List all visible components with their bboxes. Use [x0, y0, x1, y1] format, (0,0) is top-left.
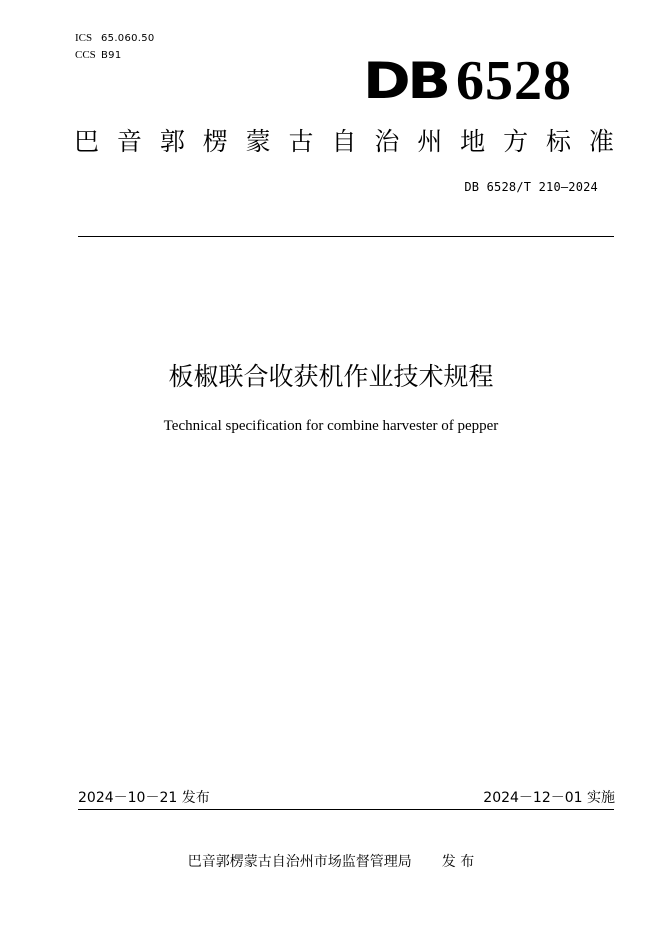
- ccs-value: B91: [101, 50, 122, 61]
- db-logo: [363, 50, 572, 112]
- issuer-title-char: 标: [545, 127, 571, 156]
- issuer-title-char: 治: [374, 127, 400, 156]
- footer-issuer-name: 巴音郭楞蒙古自治州市场监督管理局: [187, 854, 412, 870]
- ics-label: ICS: [75, 32, 93, 44]
- issuer-title-char: 音: [116, 127, 142, 156]
- footer-issuer-line: [0, 852, 662, 872]
- publish-date: 2024－10－21 发布: [78, 790, 210, 806]
- issuer-title-char: 蒙: [245, 127, 271, 156]
- footer-divider: [78, 809, 614, 810]
- issuer-title-char: 州: [417, 127, 443, 156]
- document-title: 板椒联合收获机作业技术规程: [168, 362, 494, 391]
- ics-line: [75, 32, 155, 45]
- ccs-line: [75, 49, 122, 62]
- ccs-label: CCS: [75, 49, 96, 61]
- db-logo-code: 6528: [456, 50, 572, 112]
- implement-date: 2024－12－01 实施: [483, 790, 615, 806]
- standard-number: DB 6528/T 210—2024: [464, 180, 598, 194]
- document-title-english: Technical specification for combine harvester of pepper: [163, 418, 499, 434]
- issuer-title-char: 地: [460, 127, 486, 156]
- header-divider: [78, 236, 614, 237]
- db-logo-prefix: DB: [363, 52, 448, 110]
- issuer-title: [74, 126, 614, 158]
- issuer-title-char: 准: [588, 127, 614, 156]
- footer-issue-action: 发 布: [441, 854, 475, 870]
- issuer-title-char: 方: [503, 127, 529, 156]
- issuer-title-char: 郭: [159, 127, 185, 156]
- issuer-title-char: 自: [331, 127, 357, 156]
- issuer-title-char: 巴: [74, 127, 100, 156]
- ics-value: 65.060.50: [101, 33, 155, 44]
- issuer-title-char: 古: [288, 127, 314, 156]
- issuer-title-char: 楞: [202, 127, 228, 156]
